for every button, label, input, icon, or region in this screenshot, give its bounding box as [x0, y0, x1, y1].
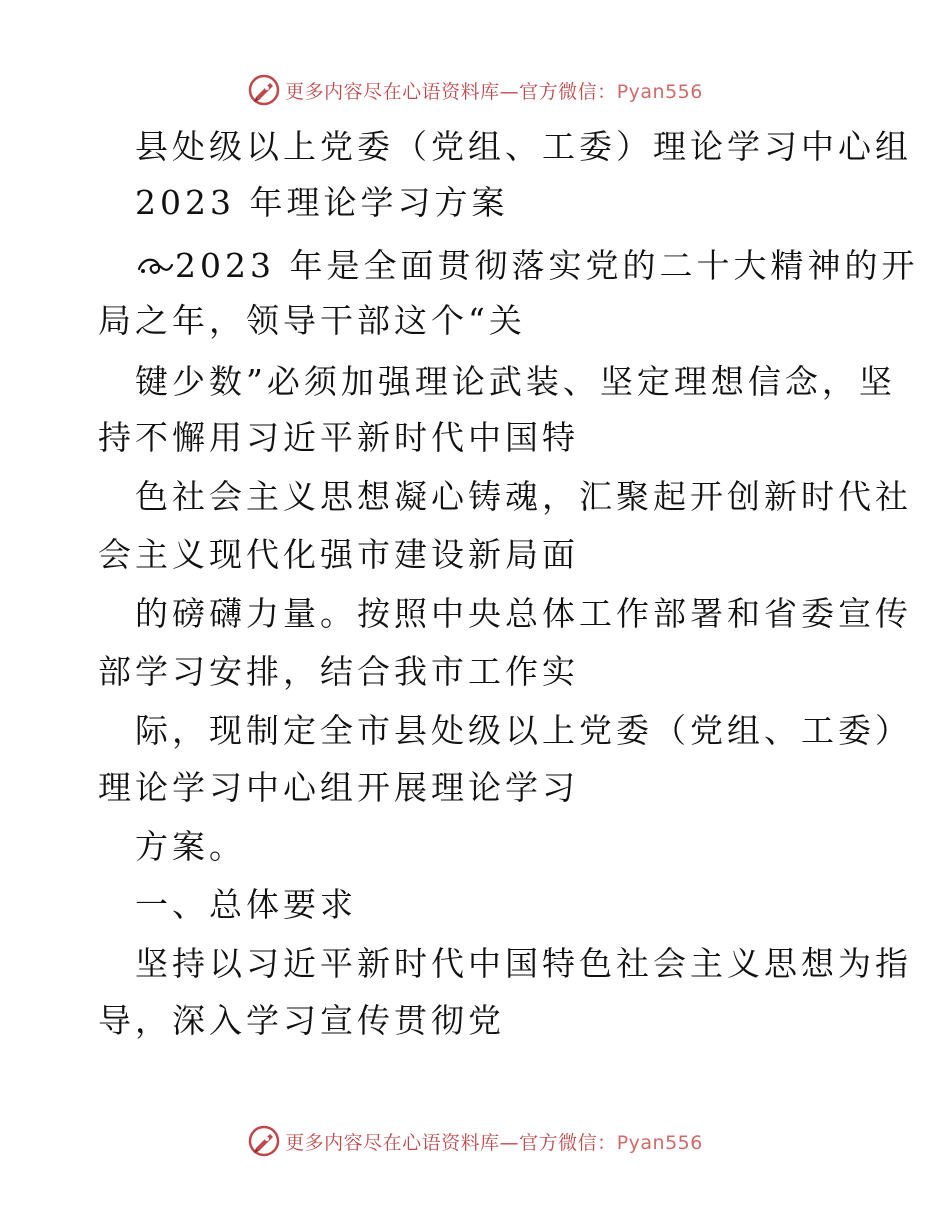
paragraph-line: 持不懈用习近平新时代中国特 — [98, 418, 579, 457]
paragraph-line: 导，深入学习宣传贯彻党 — [98, 1001, 505, 1040]
paragraph-line: 际，现制定全市县处级以上党委（党组、工委） — [135, 711, 912, 750]
watermark-library-text: 更多内容尽在心语资料库 — [285, 1131, 500, 1154]
section-heading: 一、总体要求 — [135, 885, 357, 924]
paragraph-line: 键少数”必须加强理论武装、坚定理想信念，坚 — [135, 362, 896, 401]
paragraph-line: 部学习安排，结合我市工作实 — [98, 652, 579, 691]
watermark-official-label: 官方微信： — [519, 1131, 617, 1154]
watermark-library-text: 更多内容尽在心语资料库 — [285, 80, 500, 103]
footer-watermark-text — [285, 1128, 703, 1155]
footer-watermark — [0, 1121, 950, 1161]
watermark-dash: — — [499, 80, 520, 103]
paragraph-line: 的磅礴力量。按照中央总体工作部署和省委宣传 — [135, 594, 912, 633]
watermark-handle: Pyan556 — [616, 80, 703, 103]
watermark-dash: — — [499, 1131, 520, 1154]
header-watermark-text — [285, 77, 703, 104]
paragraph-line: 色社会主义思想凝心铸魂，汇聚起开创新时代社 — [135, 477, 912, 516]
pen-logo-icon — [247, 73, 281, 107]
header-watermark — [0, 70, 950, 110]
watermark-handle: Pyan556 — [616, 1131, 703, 1154]
paragraph-line: 局之年，领导干部这个“关 — [98, 301, 526, 340]
paragraph-line-text: 2023 年是全面贯彻落实党的二十大精神的开 — [175, 246, 919, 285]
pen-logo-icon — [247, 1124, 281, 1158]
paragraph-line: 方案。 — [135, 827, 246, 866]
watermark-official-label: 官方微信： — [519, 80, 617, 103]
paragraph-line: 会主义现代化强市建设新局面 — [98, 535, 579, 574]
paragraph-line: 坚持以习近平新时代中国特色社会主义思想为指 — [135, 944, 912, 983]
paragraph-line: 理论学习中心组开展理论学习 — [98, 768, 579, 807]
ornament-swirl-icon — [135, 251, 175, 281]
document-title-line-1: 县处级以上党委（党组、工委）理论学习中心组 — [135, 127, 912, 166]
document-title-line-2: 2023 年理论学习方案 — [135, 183, 509, 222]
paragraph-line — [135, 246, 918, 286]
